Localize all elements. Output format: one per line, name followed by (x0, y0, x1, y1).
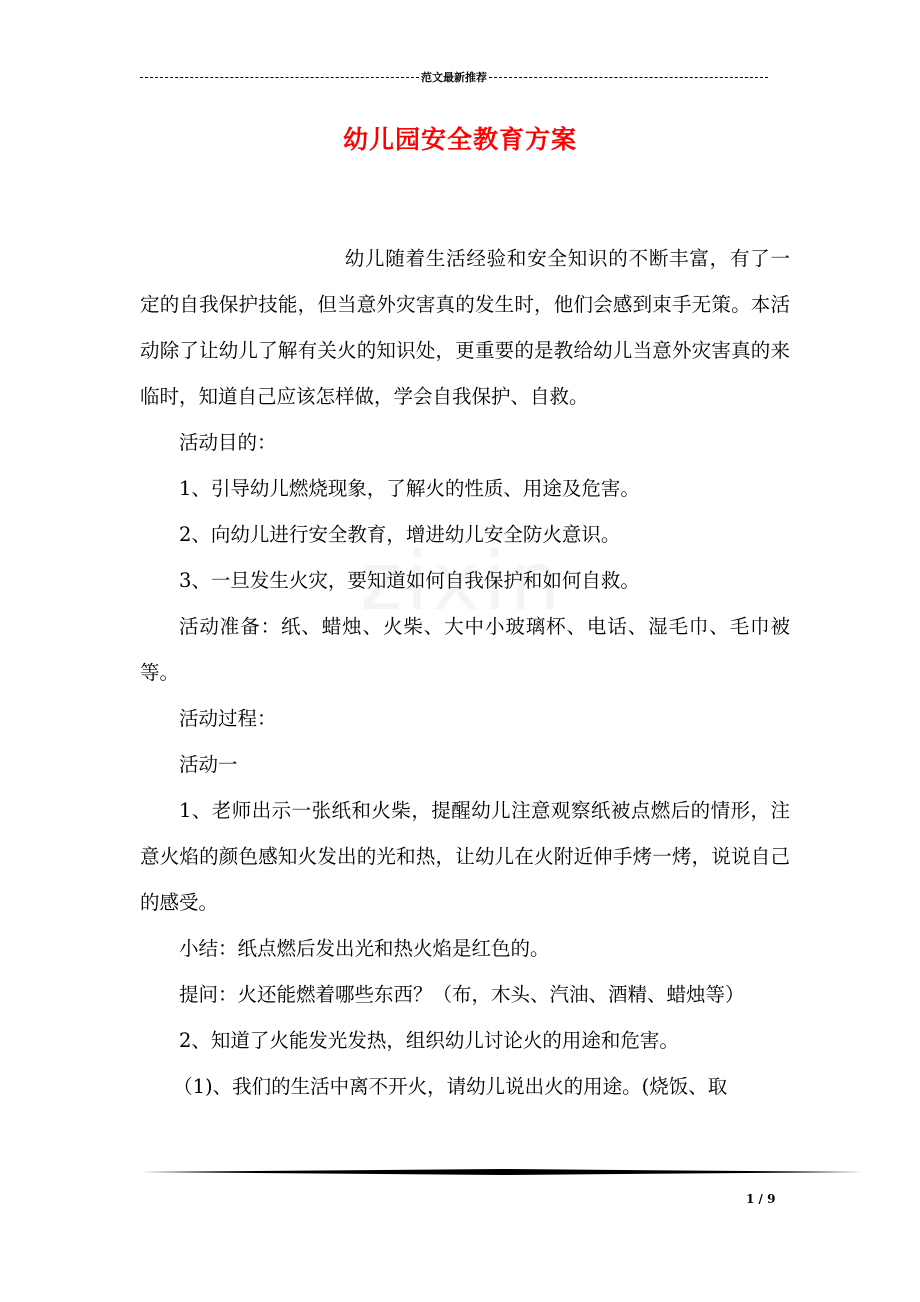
section-heading-process: 活动过程： (179, 707, 277, 730)
activity-substep-1: （1)、我们的生活中离不开火，请幼儿说出火的用途。(烧饭、取 (173, 1075, 728, 1098)
activity-one-heading: 活动一 (179, 753, 238, 776)
page-number: 1 / 9 (746, 1192, 776, 1206)
question-paragraph: 提问：火还能燃着哪些东西？（布，木头、汽油、酒精、蜡烛等） (179, 983, 745, 1006)
activity-step-1: 1、老师出示一张纸和火柴，提醒幼儿注意观察纸被点燃后的情形，注意火焰的颜色感知火发出的光和热，让幼儿在火附近伸手烤一烤，说说自己的感受。 (140, 799, 790, 914)
goal-item-2: 2、向幼儿进行安全教育，增进幼儿安全防火意识。 (179, 523, 621, 546)
document-title: 幼儿园安全教育方案 (342, 125, 577, 154)
preparation-paragraph: 活动准备：纸、蜡烛、火柴、大中小玻璃杯、电话、湿毛巾、毛巾被等。 (140, 615, 790, 684)
page-header (140, 68, 768, 86)
intro-paragraph: 幼儿随着生活经验和安全知识的不断丰富，有了一定的自我保护技能，但当意外灾害真的发生时，他们会感到束手无策。本活动除了让幼儿了解有关火的知识处，更重要的是教给幼儿当意外灾害真的来临时，知道自己应该怎样做，学会自我保护、自救。 (140, 247, 790, 408)
summary-paragraph: 小结：纸点燃后发出光和热火焰是红色的。 (179, 937, 550, 960)
header-dash-left (140, 77, 419, 78)
footer-rule (140, 1169, 864, 1175)
header-dash-right (489, 77, 768, 78)
section-heading-goals: 活动目的： (179, 431, 277, 454)
document-body (140, 236, 790, 1110)
activity-step-2: 2、知道了火能发光发热，组织幼儿讨论火的用途和危害。 (179, 1029, 679, 1052)
goal-item-1: 1、引导幼儿燃烧现象，了解火的性质、用途及危害。 (179, 477, 640, 500)
header-label: 范文最新推荐 (421, 71, 487, 84)
goal-item-3: 3、一旦发生火灾，要知道如何自我保护和如何自救。 (179, 569, 640, 592)
